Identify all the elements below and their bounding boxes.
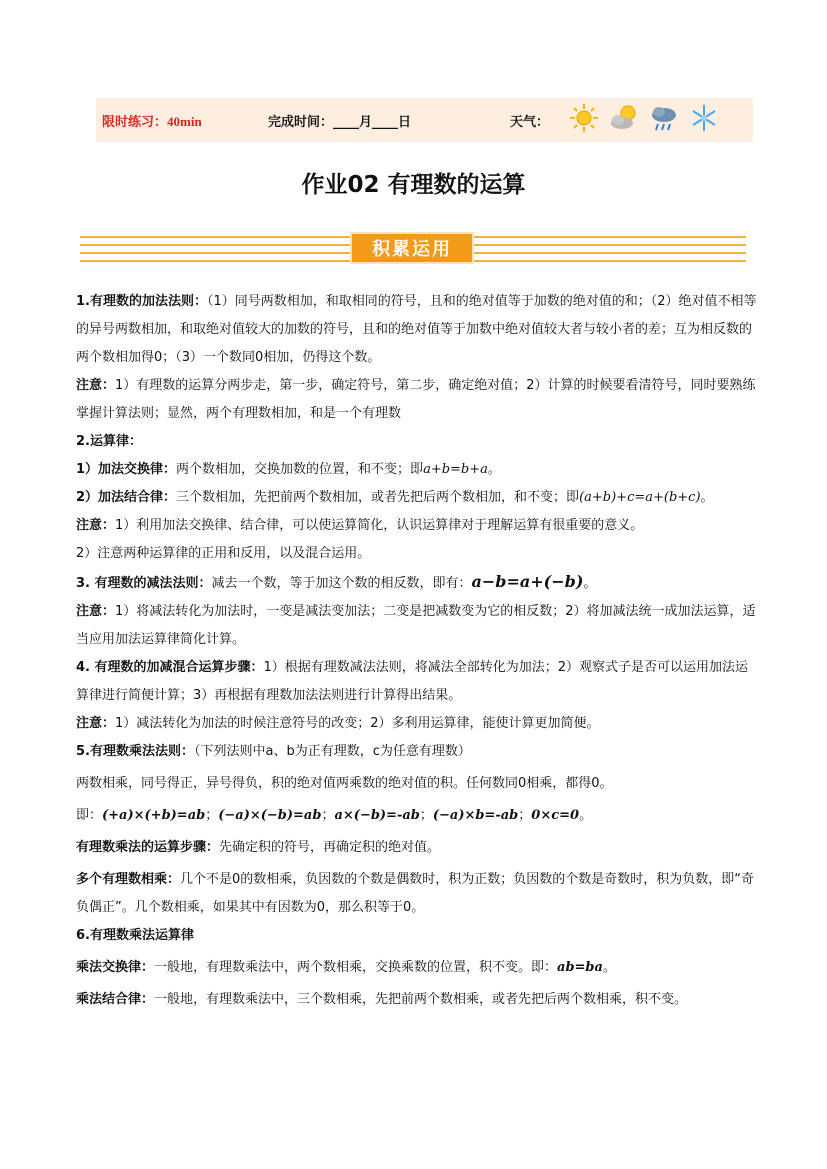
paragraph-note-2b: 2）注意两种运算律的正用和反用，以及混合运用。 [76, 546, 371, 561]
paragraph-mixed-steps: 4. 有理数的加减混合运算步骤：1）根据有理数减法法则，将减法全部转化为加法；2）观察式子是否可以运用加法运算律进行简便计算；3）再根据有理数加法法则进行计算得出结果。 [76, 660, 749, 703]
paragraph-commutative-mult: 乘法交换律：一般地，有理数乘法中，两个数相乘，交换乘数的位置，积不变。即：ab=ba。 [76, 960, 616, 975]
paragraph-note-3: 注意：1）将减法转化为加法时，一变是减法变加法；二变是把减数变为它的相反数；2）将加减法统一成加法运算，适当应用加法运算律简化计算。 [76, 604, 756, 647]
partly-cloudy-icon [608, 102, 640, 134]
paragraph-note-2: 注意：1）利用加法交换律、结合律，可以使运算简化，认识运算律对于理解运算有很重要的意义。 [76, 518, 644, 533]
snow-icon [688, 102, 720, 134]
section-badge: 积累运用 [350, 232, 474, 264]
time-limit: 限时练习：40min [102, 113, 202, 130]
paragraph-subtraction-rule: 3. 有理数的减法法则：减去一个数，等于加这个数的相反数，即有：a−b=a+(−b)。 [76, 572, 597, 591]
rain-icon [648, 102, 680, 134]
paragraph-multiplication-rule: 5.有理数乘法法则：（下列法则中a、b为正有理数，c为任意有理数） [76, 744, 471, 759]
paragraph-laws-heading: 2.运算律： [76, 434, 142, 449]
page-title: 作业02 有理数的运算 [301, 172, 526, 198]
weather-icons [568, 102, 720, 134]
paragraph-associative-mult: 乘法结合律：一般地，有理数乘法中，三个数相乘，先把前两个数相乘，或者先把后两个数相乘，积不变。 [76, 992, 688, 1007]
paragraph-multiple-factors: 多个有理数相乘：几个不是0的数相乘，负因数的个数是偶数时，积为正数；负因数的个数是奇数时，积为负数，即“奇负偶正”。几个数相乘，如果其中有因数为0，那么积等于0。 [76, 872, 755, 915]
paragraph-commutative-add: 1）加法交换律：两个数相加，交换加数的位置，和不变；即a+b=b+a。 [76, 462, 501, 477]
header-bar [96, 98, 753, 142]
paragraph-mult-laws-heading: 6.有理数乘法运算律 [76, 928, 194, 943]
weather-label: 天气： [510, 114, 550, 130]
paragraph-sign-rule: 两数相乘，同号得正，异号得负，积的绝对值两乘数的绝对值的积。任何数同0相乘，都得0。 [76, 776, 613, 791]
paragraph-addition-rule: 1.有理数的加法法则：（1）同号两数相加，和取相同的符号，且和的绝对值等于加数的绝对值的和；（2）绝对值不相等的异号两数相加，和取绝对值较大的加数的符号，且和的绝对值等于加数中绝对值较大者与较小者的差；互为相反数的两个数相加得0；（3）一个数同0相加，仍得这个数。 [76, 294, 757, 365]
content-body [76, 288, 760, 1014]
paragraph-formulas: 即：(+a)×(+b)=ab；(−a)×(−b)=ab；a×(−b)=-ab；(−a)×b=-ab；0×c=0。 [76, 808, 593, 823]
paragraph-note-1: 注意：1）有理数的运算分两步走，第一步，确定符号，第二步，确定绝对值；2）计算的时候要看清符号，同时要熟练掌握计算法则；显然，两个有理数相加，和是一个有理数 [76, 378, 756, 421]
sun-icon [568, 102, 600, 134]
paragraph-associative-add: 2）加法结合律：三个数相加，先把前两个数相加，或者先把后两个数相加，和不变；即(a+b)+c=a+(b+c)。 [76, 490, 714, 505]
completion-time: 完成时间：____月____日 [268, 114, 412, 130]
paragraph-multiplication-steps: 有理数乘法的运算步骤：先确定积的符号，再确定积的绝对值。 [76, 840, 441, 855]
paragraph-note-4: 注意：1）减法转化为加法的时候注意符号的改变；2）多利用运算律，能使计算更加简便。 [76, 716, 600, 731]
